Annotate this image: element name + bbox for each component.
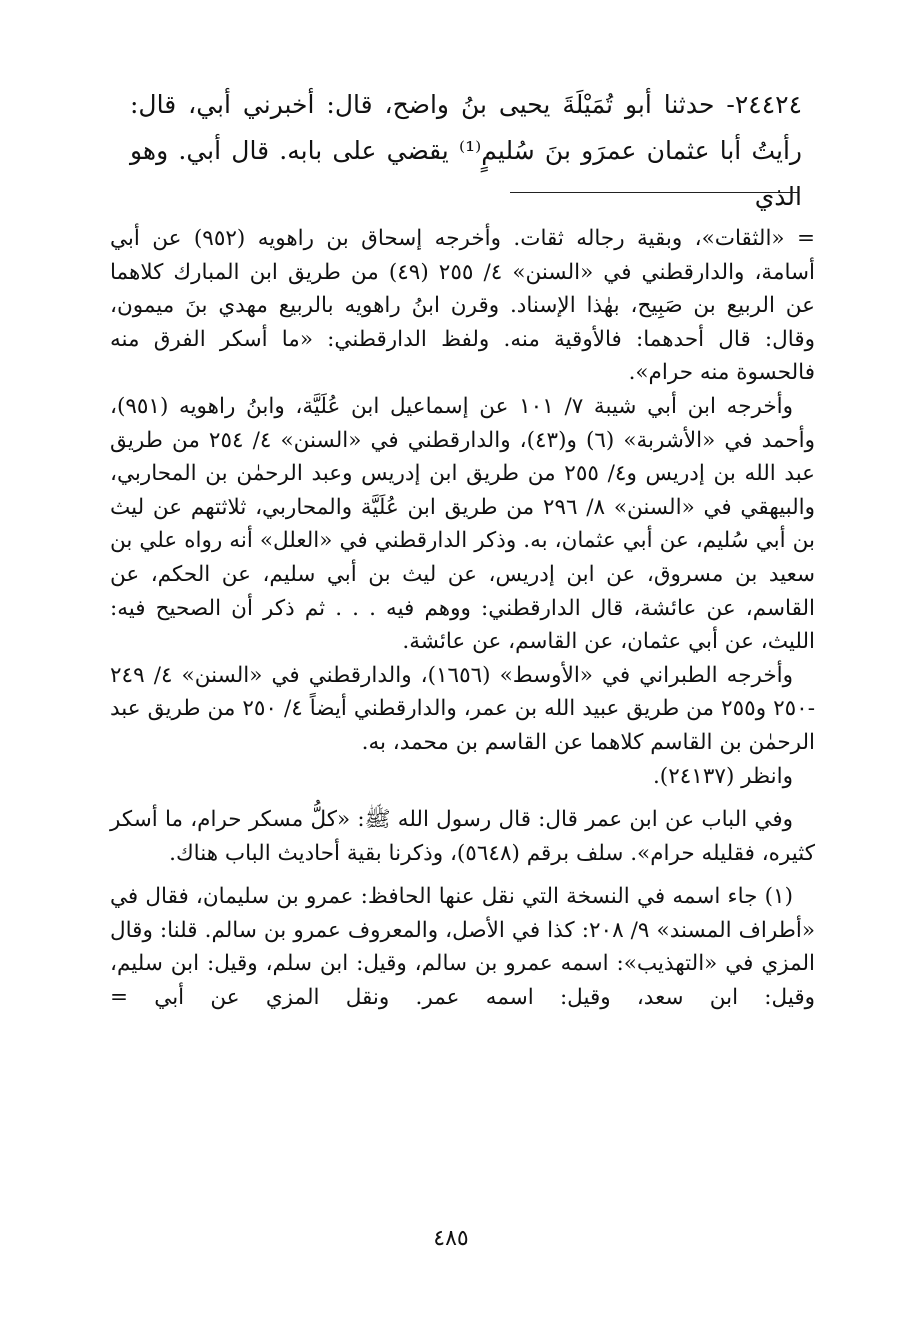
commentary-notes xyxy=(110,222,815,1015)
note-paragraph: وفي الباب عن ابن عمر قال: قال رسول الله ﷺ: «كلُّ مسكر حرام، ما أسكر كثيره، فقليله حرام». سلف برقم (٥٦٤٨)، وذكرنا بقية أحاديث الباب هناك. xyxy=(110,807,815,866)
hadith-line: ٢٤٤٢٤- حدثنا أبو تُمَيْلَةَ يحيى بنُ واضح، قال: أخبرني أبي، قال: xyxy=(130,90,802,119)
hadith-text xyxy=(130,82,802,220)
note-paragraph: وأخرجه ابن أبي شيبة ٧/ ١٠١ عن إسماعيل ابن عُلَيَّة، وابنُ راهويه (٩٥١)، وأحمد في «الأشربة» (٦) و(٤٣)، والدارقطني في «السنن» ٤/ ٢٥٤ من طريق عبد الله بن إدريس و٤/ ٢٥٥ من طريق ابن إدريس وعبد الرحمٰن بن المحاربي، والبيهقي في «السنن» ٨/ ٢٩٦ من طريق ابن عُلَيَّة والمحاربي، ثلاثتهم عن ليث بن أبي سُليم، عن أبي عثمان، به. وذكر الدارقطني في «العلل» أنه رواه علي بن سعيد بن مسروق، عن ابن إدريس، عن ليث بن أبي سليم، عن الحكم، عن القاسم، عن عائشة، قال الدارقطني: ووهم فيه . . . ثم ذكر أن الصحيح فيه: الليث، عن أبي عثمان، عن القاسم، عن عائشة. xyxy=(110,393,816,655)
footnote-separator xyxy=(510,192,798,193)
footnote: (١) جاء اسمه في النسخة التي نقل عنها الحافظ: عمرو بن سليمان، فقال في «أطراف المسند» ٩/ ٢٠٨: كذا في الأصل، والمعروف عمرو بن سالم. قلنا: وقال المزي في «التهذيب»: اسمه عمرو بن سالم، وقيل: ابن سلم، وقيل: ابن سليم، وقيل: ابن سعد، وقيل: اسمه عمر. ونقل المزي عن أبي = xyxy=(110,884,816,1011)
note-paragraph: وأخرجه الطبراني في «الأوسط» (١٦٥٦)، والدارقطني في «السنن» ٤/ ٢٤٩ -٢٥٠ و٢٥٥ من طريق عبيد الله بن عمر، والدارقطني أيضاً ٤/ ٢٥٠ من طريق عبد الرحمٰن بن القاسم كلاهما عن القاسم بن محمد، به. xyxy=(110,662,815,755)
hadith-line: رأيتُ أبا عثمان عمرَو بنَ سُليمٍ⁽¹⁾ يقضي على بابه. قال أبي. وهو الذي xyxy=(130,136,802,211)
note-paragraph: وانظر (٢٤١٣٧). xyxy=(652,763,793,789)
page-number: ٤٨٥ xyxy=(433,1226,469,1251)
note-paragraph: = «الثقات»، وبقية رجاله ثقات. وأخرجه إسحاق بن راهويه (٩٥٢) عن أبي أسامة، والدارقطني في «السنن» ٤/ ٢٥٥ (٤٩) من طريق ابن المبارك كلاهما عن الربيع بن صَبِيح، بهٰذا الإسناد. وقرن ابنُ راهويه بالربيع مهدي بنَ ميمون، وقال: قال أحدهما: فالأوقية منه. ولفظ الدارقطني: «ما أسكر الفرق منه فالحسوة منه حرام». xyxy=(110,226,816,386)
